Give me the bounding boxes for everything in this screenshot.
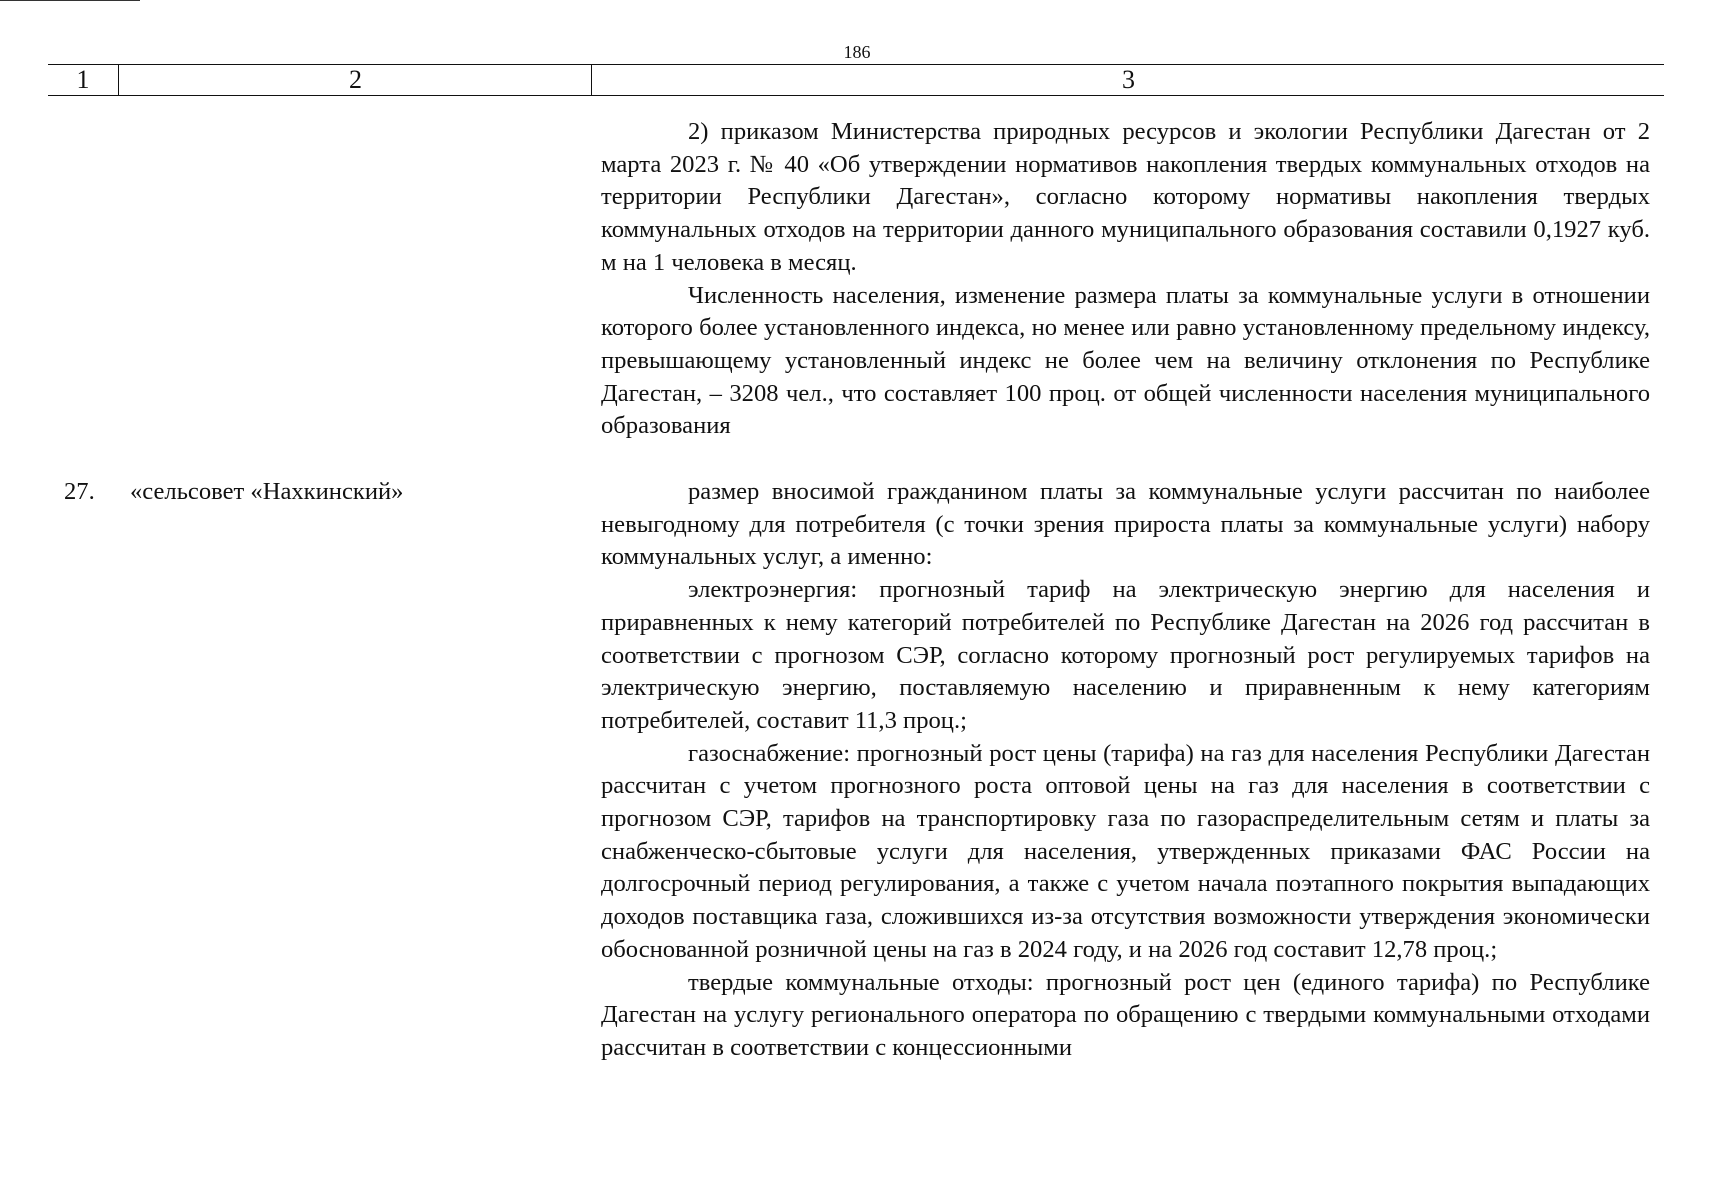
row-number: 27. <box>64 478 95 505</box>
scan-edge-mark <box>0 0 140 1</box>
table-header-col-1: 1 <box>76 65 90 94</box>
row-text-block <box>601 476 1650 1065</box>
paragraph: Численность населения, изменение размера платы за коммунальные услуги в отношении которого более установленного индекса, но менее или равно установленному предельному индексу, превышающему установленный индекс не более чем на величину отклонения по Республике Дагестан, – 3208 чел., что составляет 100 проц. от общей численности населения муниципального образования <box>601 281 1650 440</box>
table-header-row <box>48 64 1664 96</box>
paragraph: электроэнергия: прогнозный тариф на электрическую энергию для населения и приравненных к нему категорий потребителей по Республике Дагестан на 2026 год рассчитан в соответствии с прогнозом СЭР, согласно которому прогнозный рост регулируемых тарифов на электрическую энергию, поставляемую населению и приравненным к нему категориям потребителей, составит 11,3 проц.; <box>601 576 1650 734</box>
paragraph: размер вносимой гражданином платы за коммунальные услуги рассчитан по наиболее невыгодному для потребителя (с точки зрения прироста платы за коммунальные услуги) набору коммунальных услуг, а именно: <box>601 478 1650 571</box>
page-number: 186 <box>843 42 871 62</box>
paragraph: 2) приказом Министерства природных ресурсов и экологии Республики Дагестан от 2 марта 2023 г. № 40 «Об утверждении нормативов накопления твердых коммунальных отходов на территории Республики Дагестан», согласно которому нормативы накопления твердых коммунальных отходов на территории данного муниципального образования составили 0,1927 куб. м на 1 человека в месяц. <box>601 118 1650 276</box>
table-header-col-2: 2 <box>118 65 592 95</box>
paragraph: твердые коммунальные отходы: прогнозный рост цен (единого тарифа) по Республике Дагестан на услугу регионального оператора по обращению с твердыми коммунальными отходами рассчитан в соответствии с концессионными <box>601 968 1650 1061</box>
paragraph: газоснабжение: прогнозный рост цены (тарифа) на газ для населения Республики Дагестан рассчитан с учетом прогнозного роста оптовой цены на газ для населения в соответствии с прогнозом СЭР, тарифов на транспортировку газа по газораспределительным сетям и платы за снабженческо-сбытовые услуги для населения, утвержденных приказами ФАС России на долгосрочный период регулирования, а также с учетом начала поэтапного покрытия выпадающих доходов поставщика газа, сложившихся из-за отсутствия возможности утверждения экономически обоснованной розничной цены на газ в 2024 году, и на 2026 год составит 12,78 проц.; <box>601 739 1650 963</box>
continued-text-block <box>601 116 1650 443</box>
table-header-col-3: 3 <box>591 65 1665 95</box>
row-municipality-name: «сельсовет «Нахкинский» <box>130 478 404 505</box>
